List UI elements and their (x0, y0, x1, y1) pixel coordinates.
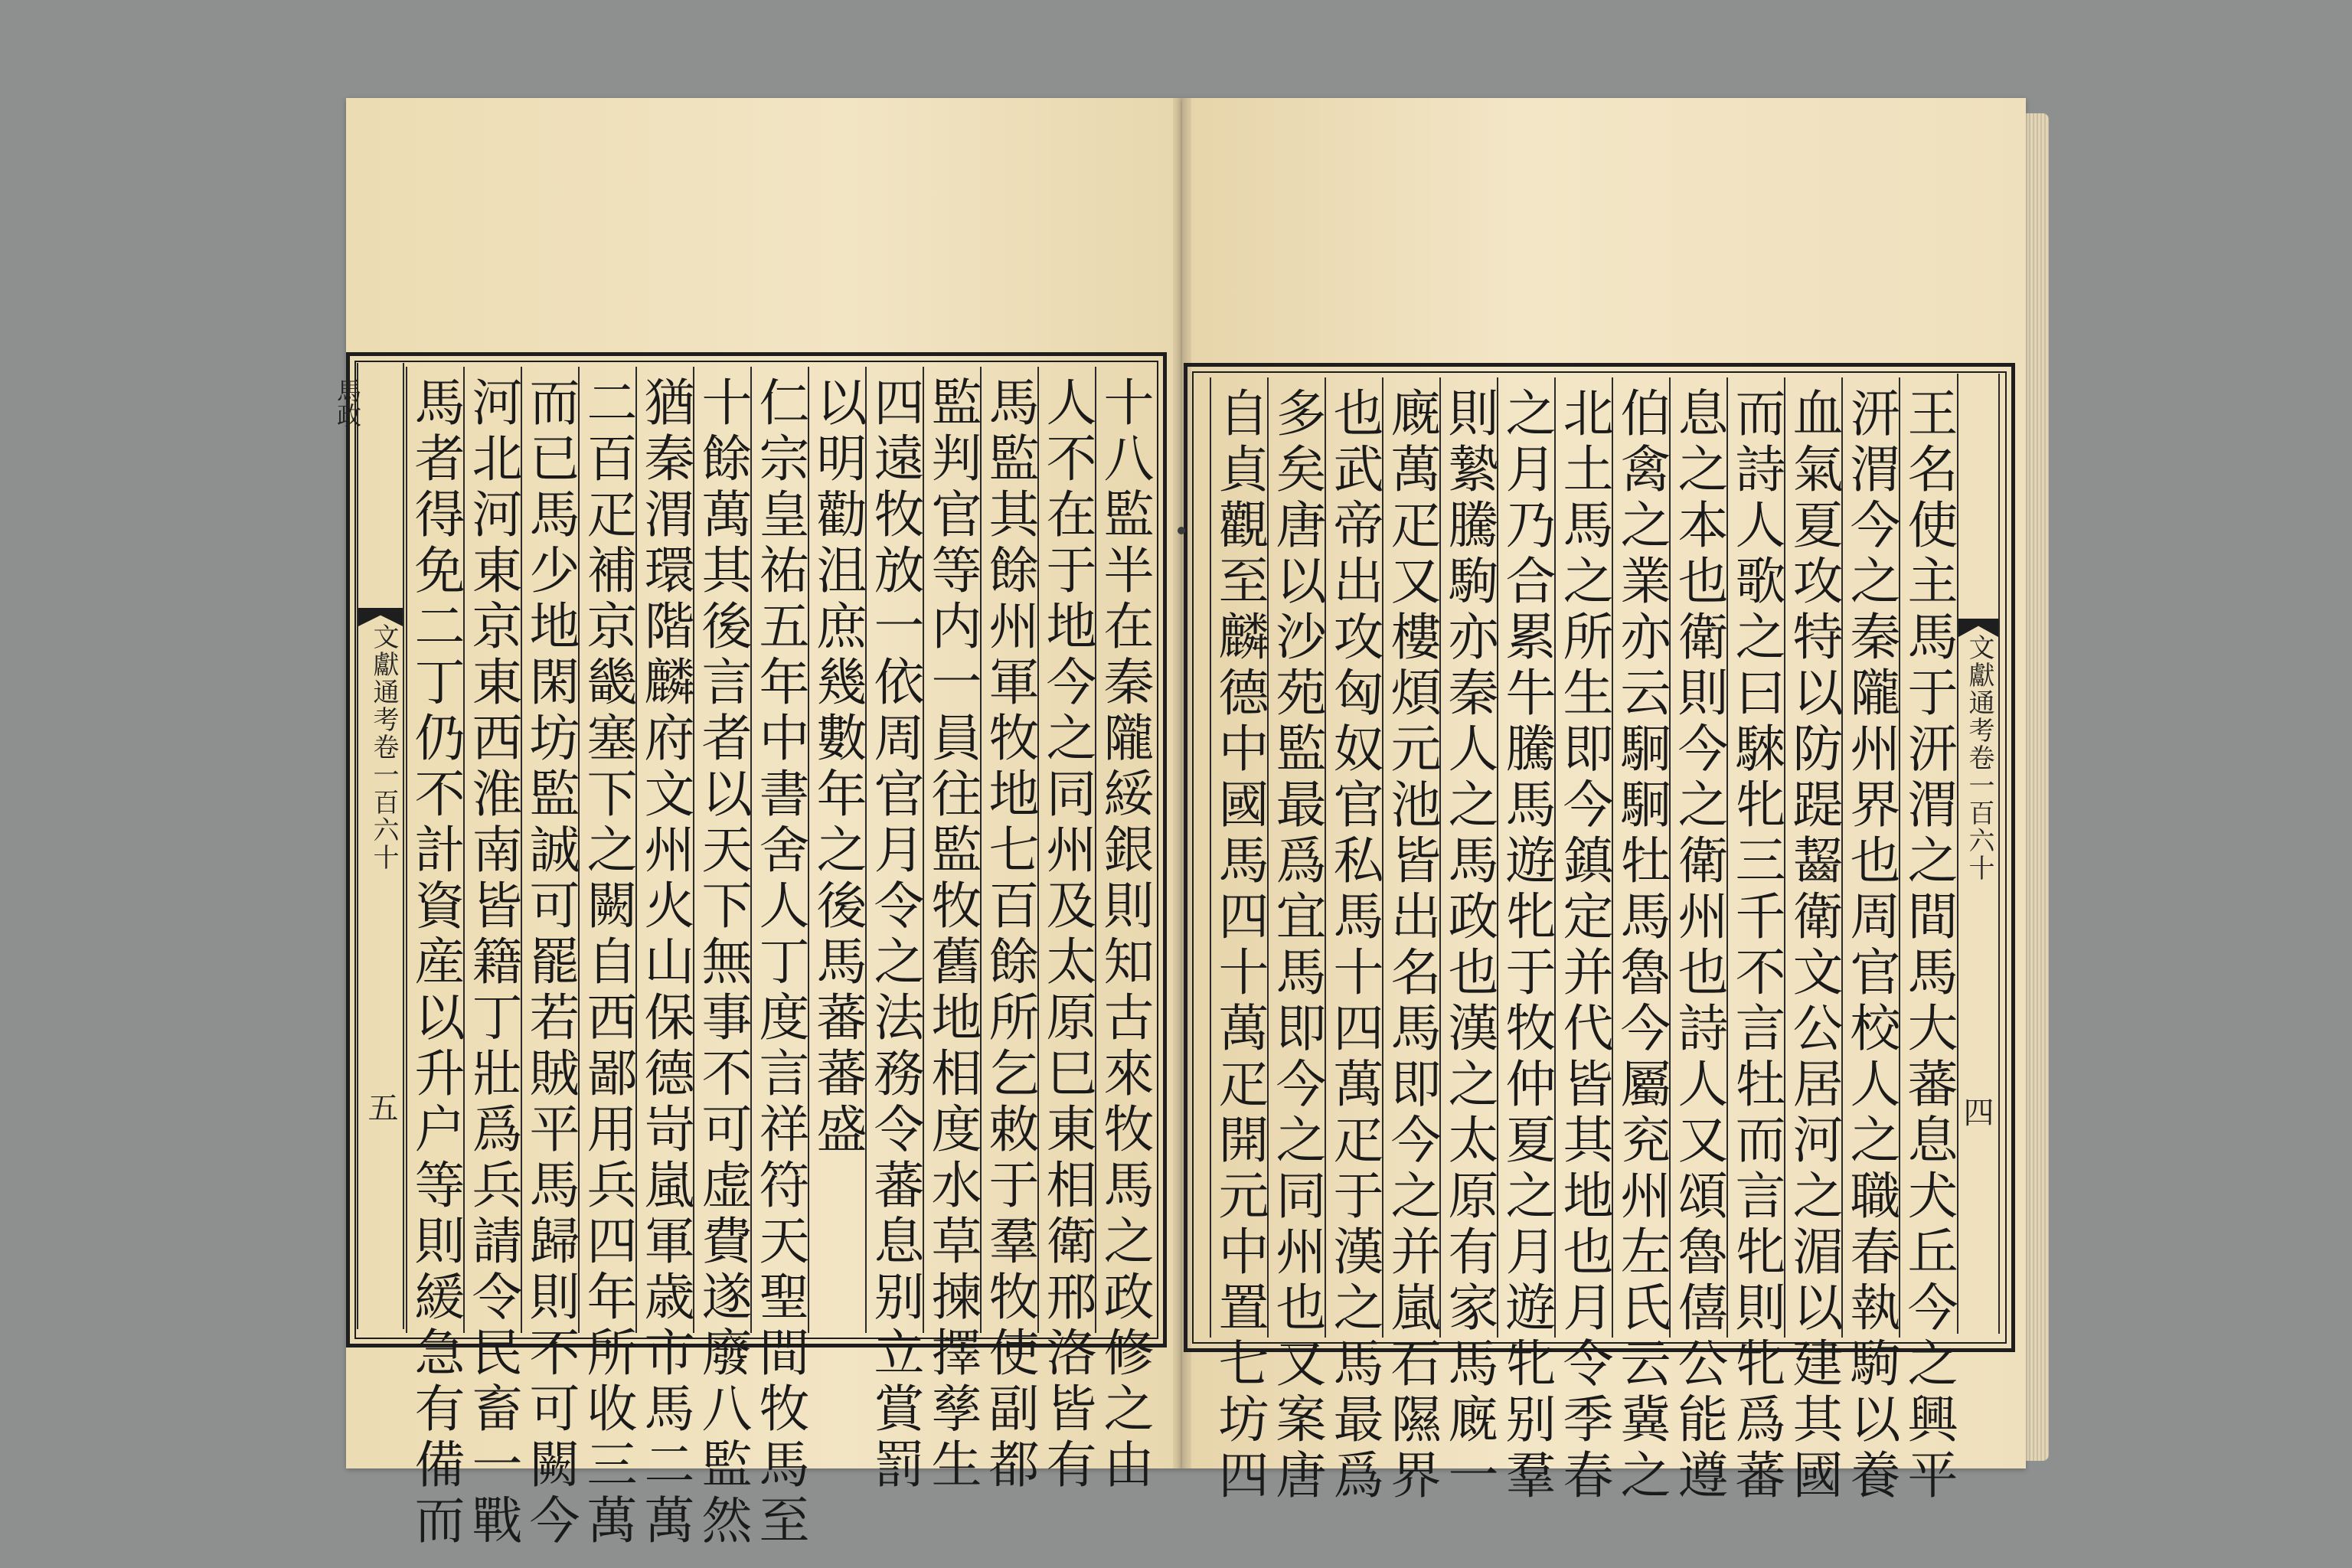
text-column: 人不在于地今之同州及太原巳東相衛邢洛皆有 (1037, 367, 1095, 1333)
text-column: 汧渭今之秦隴州界也周官校人之職春執駒以養 (1841, 377, 1899, 1338)
text-column: 二百疋補京畿塞下之闕自西鄙用兵四年所收三萬 (578, 367, 635, 1333)
text-column: 馬監其餘州軍牧地七百餘所乞敕于羣牧使副都 (980, 367, 1037, 1333)
text-column: 以明勸沮庶幾數年之後馬蕃蕃盛 (808, 367, 865, 1333)
text-column: 多矣唐以沙苑監最爲宜馬即今之同州也又案唐 (1267, 377, 1325, 1338)
text-column: 自貞觀至麟德中國馬四十萬疋開元中置七坊四 (1210, 377, 1267, 1338)
text-column: 廐萬疋又樓煩元池皆出名馬即今之并嵐石隰界 (1382, 377, 1439, 1338)
text-column: 十八監半在秦隴綏銀則知古來牧馬之政修之由 (1095, 367, 1152, 1333)
text-column: 也武帝出攻匈奴官私馬十四萬疋于漢之馬最爲 (1325, 377, 1382, 1338)
text-column: 河北河東京東西淮南皆籍丁壯爲兵請令民畜一戰 (463, 367, 521, 1333)
text-column: 王名使主馬于汧渭之間馬大蕃息犬丘今之興平 (1899, 377, 1956, 1338)
text-column: 猶秦渭環階麟府文州火山保德岢嵐軍歳市馬二萬 (635, 367, 693, 1333)
text-column: 四遠牧放一依周官月令之法務令蕃息别立賞罰 (865, 367, 923, 1333)
text-column: 息之本也衛則今之衛州也詩人又頌魯僖公能遵 (1669, 377, 1726, 1338)
banxin-page-number: 五 (363, 1092, 398, 1122)
text-column: 而詩人歌之曰騋牝三千不言牡而言牝則牝爲蕃 (1726, 377, 1784, 1338)
left-text-columns (361, 367, 1154, 1550)
text-column: 仁宗皇祐五年中書舍人丁度言祥符天聖間牧馬至 (750, 367, 808, 1333)
banxin-title: 文獻通考卷一百六十 (1964, 634, 1994, 882)
right-text-frame (1184, 363, 2015, 1504)
banxin-page-number: 四 (1958, 1096, 1994, 1127)
left-banxin (333, 363, 404, 1329)
text-column: 血氣夏攻特以防踶齧衛文公居河之湄以建其國 (1784, 377, 1841, 1338)
left-text-frame (346, 352, 1167, 1550)
text-column: 而已馬少地閑坊監誠可罷若賊平馬歸則不可闕今 (521, 367, 578, 1333)
text-column: 監判官等内一員往監牧舊地相度水草揀擇孳生 (923, 367, 980, 1333)
open-book (333, 98, 2030, 1550)
text-column: 十餘萬其後言者以天下無事不可虚費遂廢八監然 (693, 367, 750, 1333)
right-banxin (1957, 374, 2000, 1334)
banxin-title: 文獻通考卷一百六十 (368, 623, 399, 871)
text-column: 馬者得免二丁仍不計資産以升户等則緩急有備而 (406, 367, 463, 1333)
right-text-columns (1198, 377, 2001, 1504)
text-column: 伯禽之業亦云駉駉牡馬魯今屬兖州左氏云冀之 (1612, 377, 1669, 1338)
text-column: 之月乃合累牛騰馬遊牝于牧仲夏之月遊牝别羣 (1497, 377, 1554, 1338)
banxin-section: 馬政 (333, 378, 362, 427)
binding-hole (1178, 527, 1185, 534)
text-column: 則縶騰駒亦秦人之馬政也漢之太原有家馬廐一 (1439, 377, 1497, 1338)
text-column: 北土馬之所生即今鎮定并代皆其地也月令季春 (1554, 377, 1612, 1338)
